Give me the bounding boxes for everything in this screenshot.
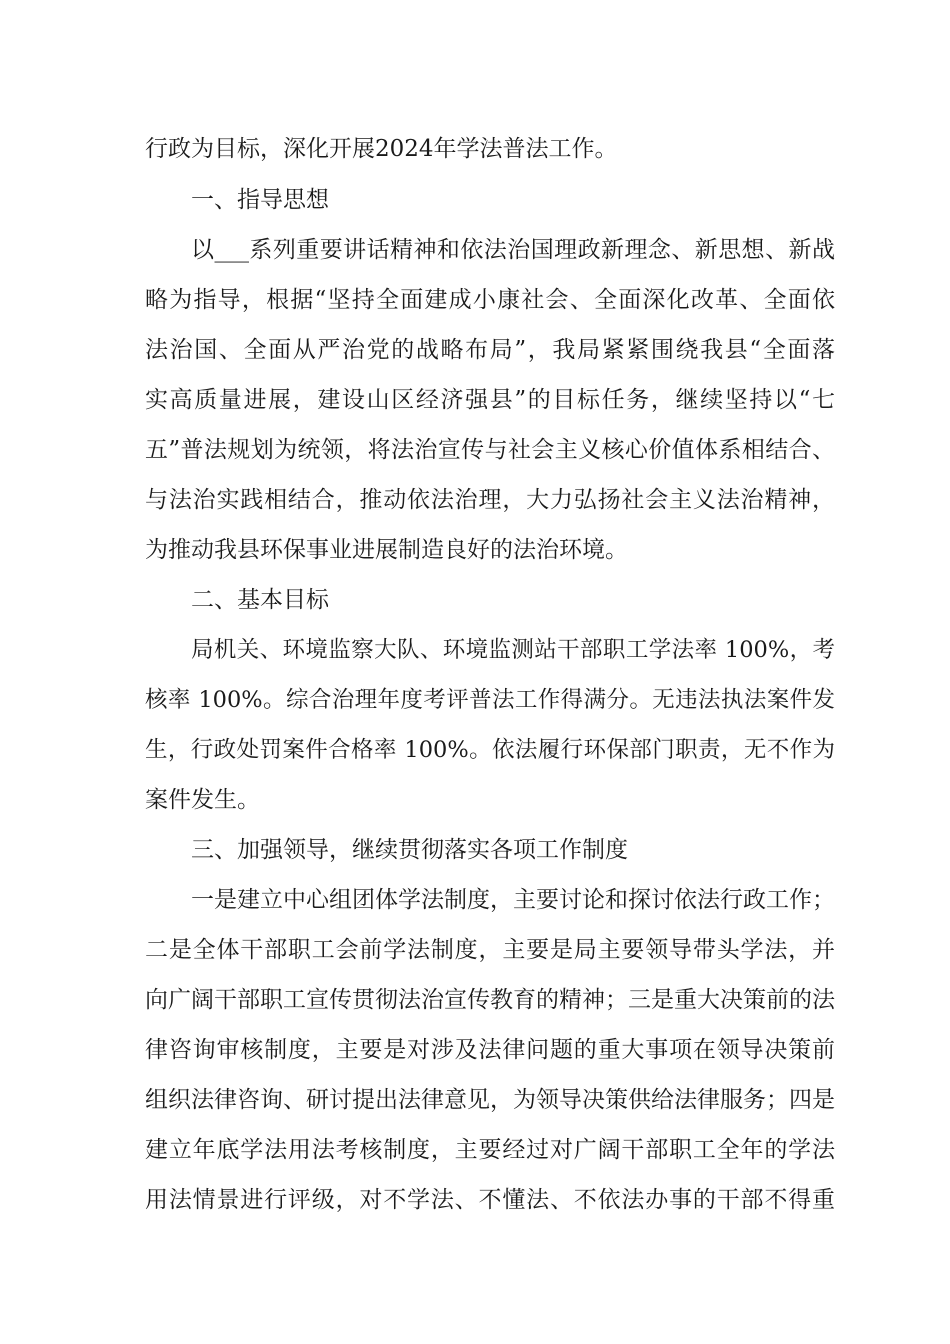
paragraph-line: 向广阔干部职工宣传贯彻法治宣传教育的精神；三是重大决策前的法 — [145, 987, 835, 1013]
section-heading: 二、基本目标 — [191, 587, 329, 613]
paragraph-line: 以___系列重要讲话精神和依法治国理政新理念、新思想、新战 — [191, 237, 835, 263]
paragraph-line: 一是建立中心组团体学法制度，主要讨论和探讨依法行政工作； — [191, 887, 835, 913]
paragraph-line: 用法情景进行评级，对不学法、不懂法、不依法办事的干部不得重 — [145, 1187, 835, 1213]
paragraph-line: 局机关、环境监察大队、环境监测站干部职工学法率 100%，考 — [191, 637, 835, 663]
paragraph-line: 五”普法规划为统领，将法治宣传与社会主义核心价值体系相结合、 — [145, 437, 835, 463]
paragraph-line: 略为指导，根据“坚持全面建成小康社会、全面深化改革、全面依 — [145, 287, 835, 313]
paragraph-line: 案件发生。 — [145, 787, 260, 813]
paragraph-line: 行政为目标，深化开展2024年学法普法工作。 — [145, 136, 618, 162]
section-heading: 三、加强领导，继续贯彻落实各项工作制度 — [191, 837, 628, 863]
paragraph-line: 与法治实践相结合，推动依法治理，大力弘扬社会主义法治精神， — [145, 487, 835, 513]
paragraph-line: 组织法律咨询、研讨提出法律意见，为领导决策供给法律服务；四是 — [145, 1087, 835, 1113]
paragraph-line: 建立年底学法用法考核制度，主要经过对广阔干部职工全年的学法 — [145, 1137, 835, 1163]
section-heading: 一、指导思想 — [191, 187, 329, 213]
paragraph-line: 二是全体干部职工会前学法制度，主要是局主要领导带头学法，并 — [145, 937, 835, 963]
paragraph-line: 律咨询审核制度，主要是对涉及法律问题的重大事项在领导决策前 — [145, 1037, 835, 1063]
paragraph-line: 生，行政处罚案件合格率 100%。依法履行环保部门职责，无不作为 — [145, 737, 835, 763]
paragraph-line: 为推动我县环保事业进展制造良好的法治环境。 — [145, 537, 628, 563]
paragraph-line: 核率 100%。综合治理年度考评普法工作得满分。无违法执法案件发 — [145, 687, 835, 713]
paragraph-line: 法治国、全面从严治党的战略布局”，我局紧紧围绕我县“全面落 — [145, 337, 835, 363]
paragraph-line: 实高质量进展，建设山区经济强县”的目标任务，继续坚持以“七 — [145, 387, 835, 413]
